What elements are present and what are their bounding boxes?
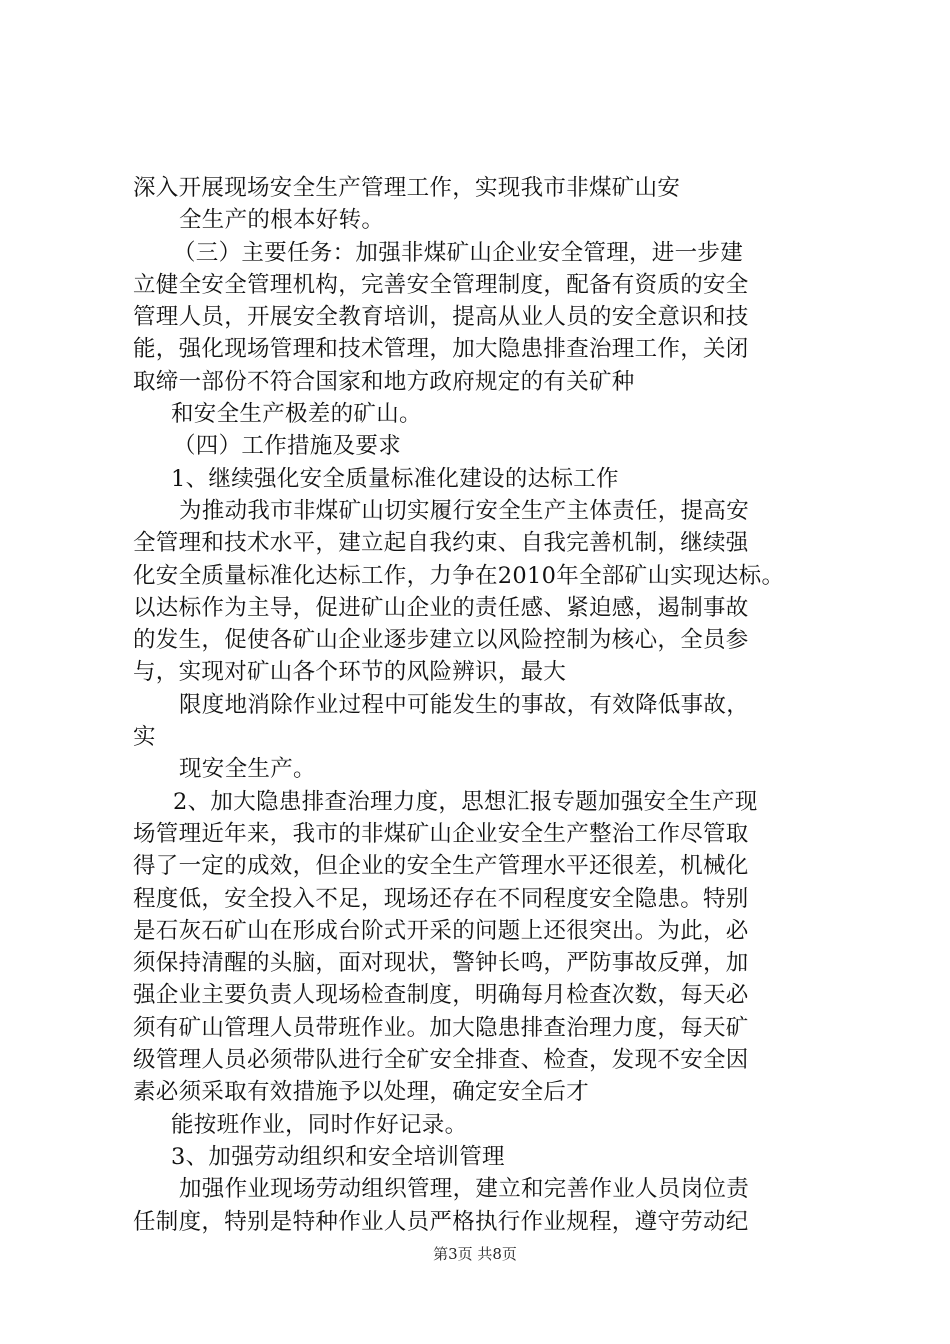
text-line: 以达标作为主导，促进矿山企业的责任感、紧迫感，遏制事故 — [133, 594, 749, 621]
text-line: 得了一定的成效，但企业的安全生产管理水平还很差，机械化 — [133, 853, 749, 880]
text-line: 限度地消除作业过程中可能发生的事故，有效降低事故， — [179, 691, 750, 718]
text-line: （三）主要任务：加强非煤矿山企业安全管理，进一步建 — [173, 239, 744, 266]
text-line: 全管理和技术水平，建立起自我约束、自我完善机制，继续强 — [133, 530, 749, 557]
text-line: 为推动我市非煤矿山切实履行安全生产主体责任，提高安 — [179, 497, 750, 524]
text-line: 化安全质量标准化达标工作，力争在2010年全部矿山实现达标。 — [133, 562, 785, 589]
text-line: 能，强化现场管理和技术管理，加大隐患排查治理工作，关闭 — [133, 336, 749, 363]
text-line: 须有矿山管理人员带班作业。加大隐患排查治理力度，每天矿 — [133, 1014, 749, 1041]
subsection-heading: 2、加大隐患排查治理力度，思想汇报专题加强安全生产现 — [173, 788, 758, 815]
text-line: 现安全生产。 — [179, 756, 316, 783]
text-line: 是石灰石矿山在形成台阶式开采的问题上还很突出。为此，必 — [133, 917, 749, 944]
text-line: 取缔一部份不符合国家和地方政府规定的有关矿种 — [133, 368, 635, 395]
text-line: 加强作业现场劳动组织管理，建立和完善作业人员岗位责 — [179, 1176, 750, 1203]
text-line: 的发生，促使各矿山企业逐步建立以风险控制为核心，全员参 — [133, 627, 749, 654]
subsection-heading: 1、继续强化安全质量标准化建设的达标工作 — [171, 465, 619, 492]
text-line: 管理人员，开展安全教育培训，提高从业人员的安全意识和技 — [133, 304, 749, 331]
text-line: 能按班作业，同时作好记录。 — [171, 1111, 468, 1138]
text-line: 深入开展现场安全生产管理工作，实现我市非煤矿山安 — [133, 175, 681, 201]
text-line: 场管理近年来，我市的非煤矿山企业安全生产整治工作尽管取 — [133, 820, 749, 847]
text-line: 和安全生产极差的矿山。 — [171, 401, 422, 428]
text-line: 任制度，特别是特种作业人员严格执行作业规程，遵守劳动纪 — [133, 1208, 749, 1235]
section-heading: （四）工作措施及要求 — [173, 433, 402, 460]
text-line: 强企业主要负责人现场检查制度，明确每月检查次数，每天必 — [133, 982, 749, 1009]
text-line: 须保持清醒的头脑，面对现状，警钟长鸣，严防事故反弹，加 — [133, 950, 749, 977]
text-line: 与，实现对矿山各个环节的风险辨识，最大 — [133, 659, 567, 686]
text-line: 全生产的根本好转。 — [179, 207, 385, 234]
text-line: 实 — [133, 724, 156, 751]
body-text — [133, 172, 853, 1238]
page-footer: 第3页 共8页 — [433, 1245, 517, 1263]
text-line: 素必须采取有效措施予以处理，确定安全后才 — [133, 1079, 590, 1106]
text-line: 程度低，安全投入不足，现场还存在不同程度安全隐患。特别 — [133, 885, 749, 912]
subsection-heading: 3、加强劳动组织和安全培训管理 — [171, 1143, 505, 1170]
text-line: 立健全安全管理机构，完善安全管理制度，配备有资质的安全 — [133, 271, 749, 298]
text-line: 级管理人员必须带队进行全矿安全排查、检查，发现不安全因 — [133, 1047, 749, 1074]
